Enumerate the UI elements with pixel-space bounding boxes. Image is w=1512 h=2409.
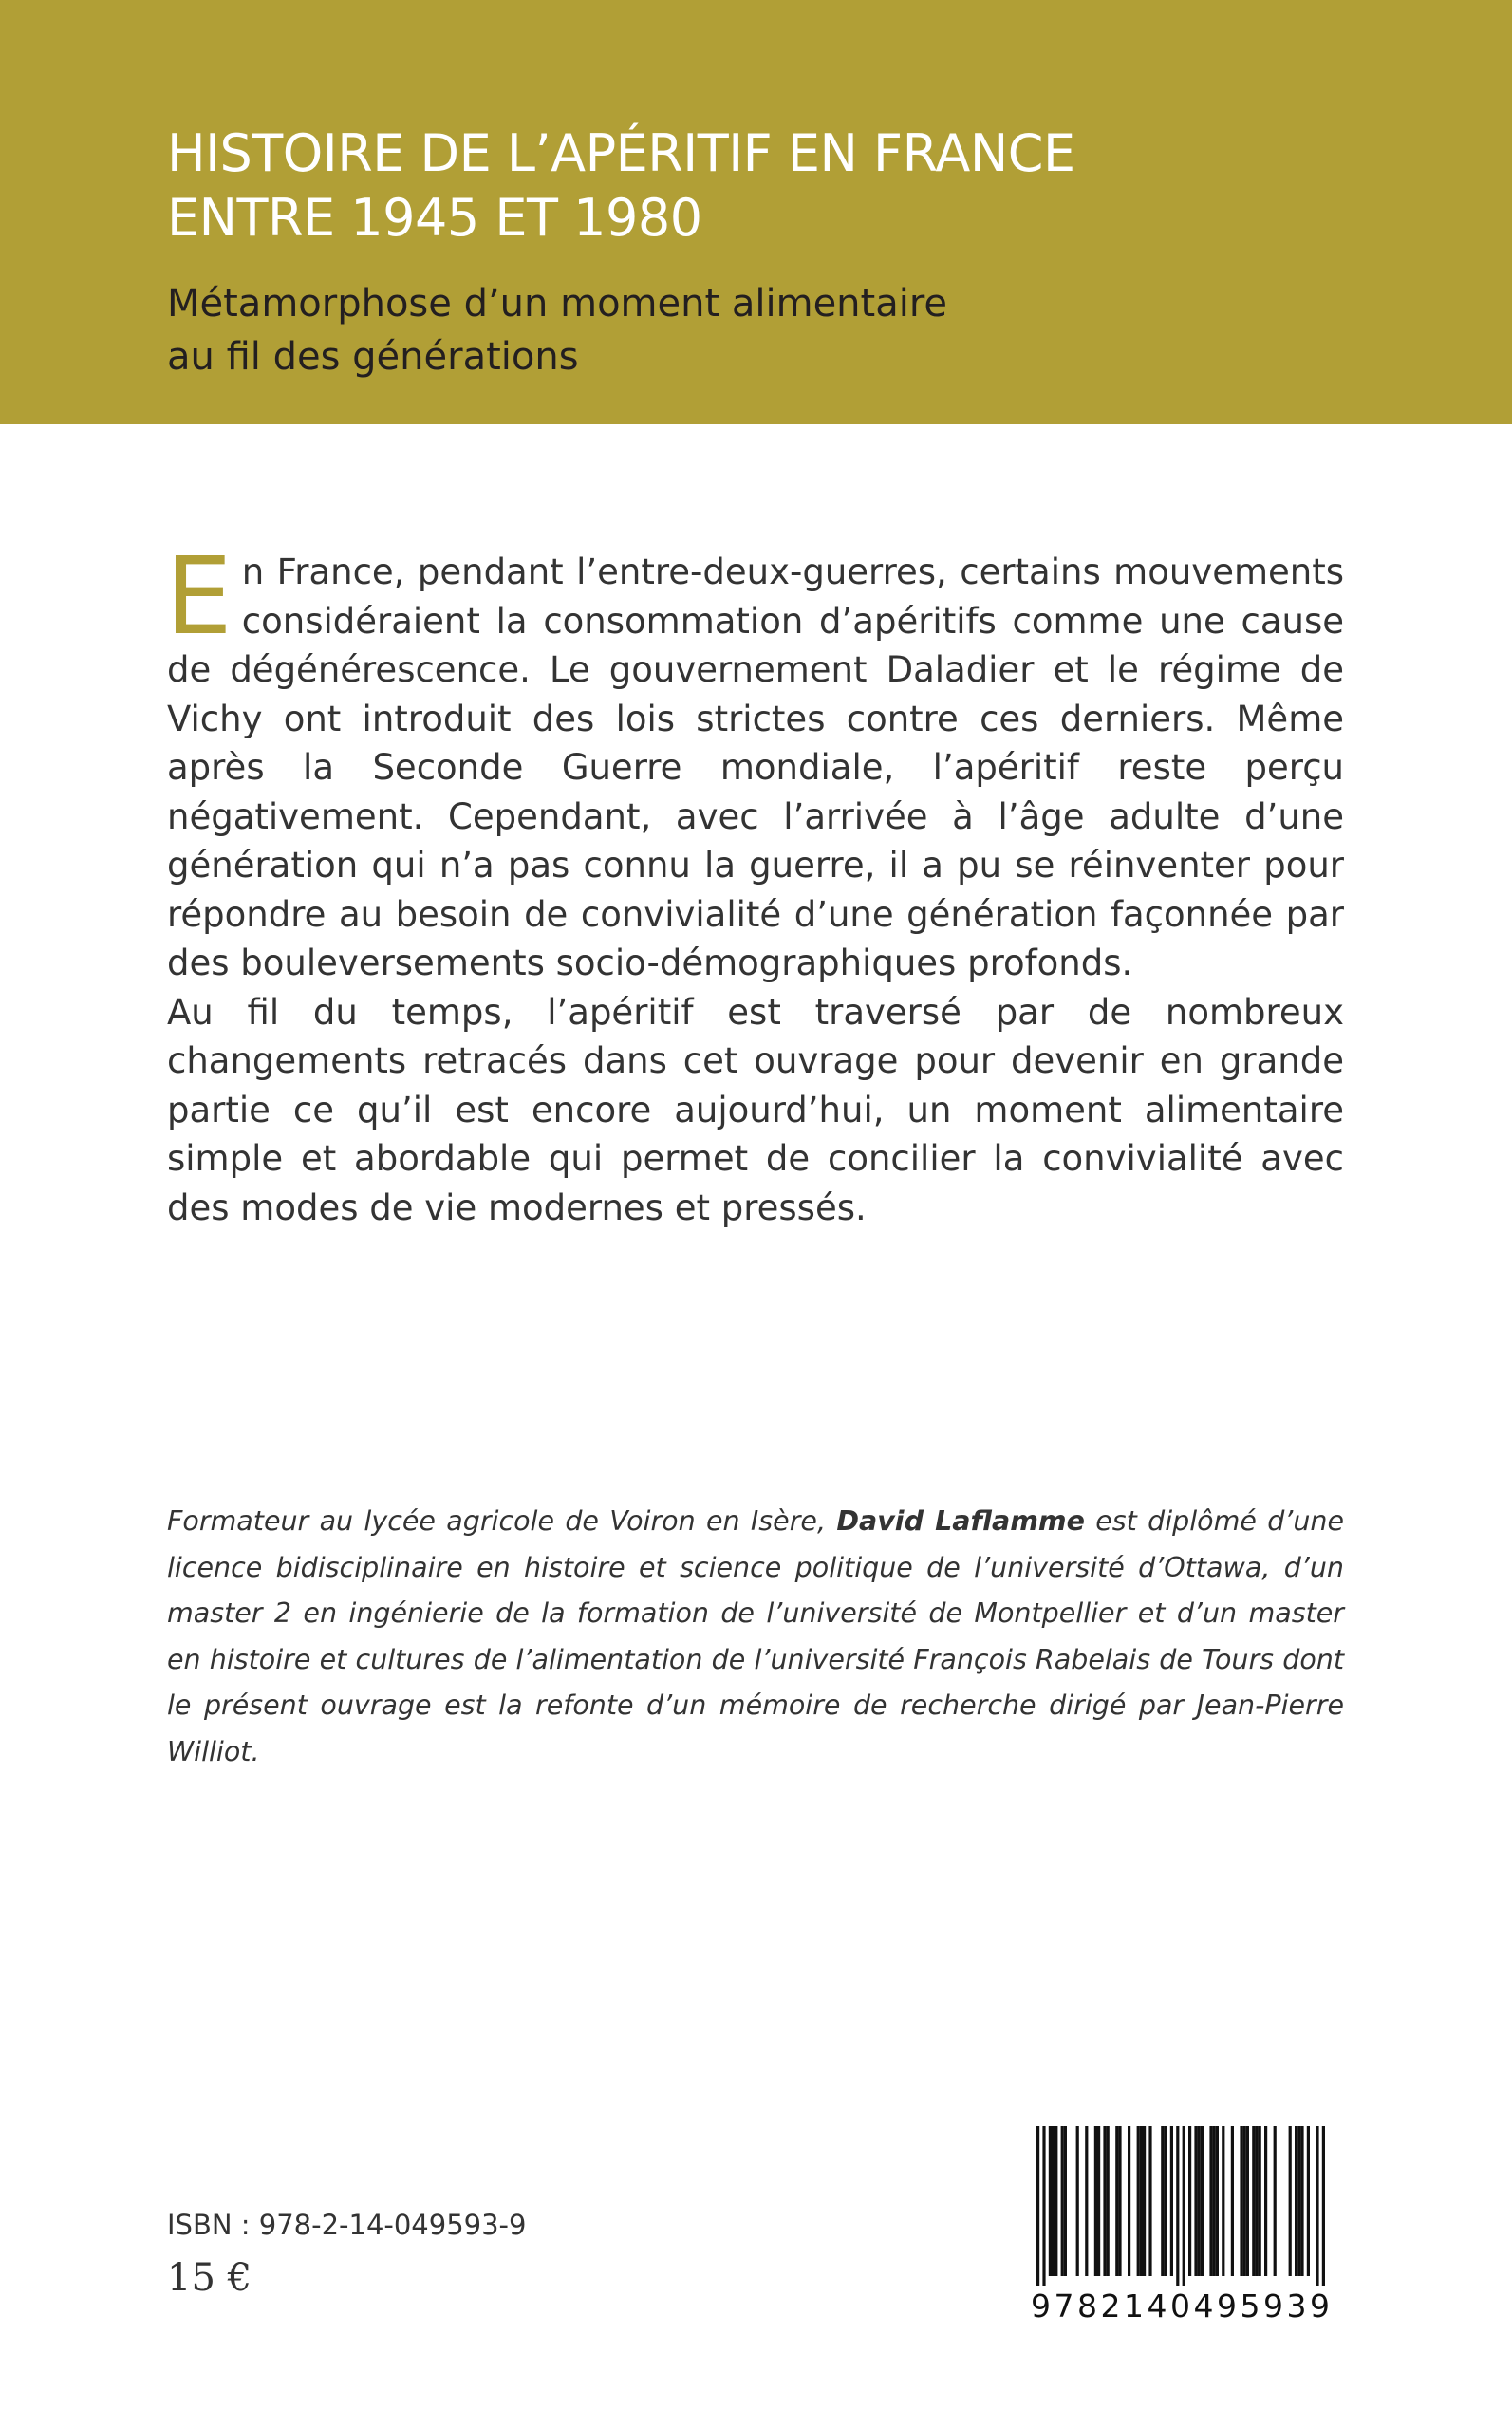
isbn-label: ISBN : 978-2-14-049593-9 (167, 2209, 527, 2241)
barcode-bar (1161, 2126, 1164, 2276)
barcode-bar (1259, 2126, 1261, 2276)
barcode-bar (1164, 2126, 1167, 2276)
author-bio-details: est diplômé d’une licence bidisciplinaire en histoire et science politique de l’université d’Ottawa, d’un master 2 en ingénierie de la formation de l’université de Montpellier et d’un master en histoire et cultures de l’alimentation de l’université François Rabelais de Tours dont le présent ouvrage est la refonte d’un mémoire de recherche dirigé par Jean-Pierre Williot. (167, 1505, 1345, 1767)
author-name: David Laflamme (836, 1505, 1085, 1537)
barcode-bar (1255, 2126, 1258, 2276)
barcode-bar (1055, 2126, 1057, 2276)
barcode-bar (1107, 2126, 1110, 2276)
barcode-bar (1209, 2126, 1212, 2276)
barcode-bar (1213, 2126, 1216, 2276)
barcode-bar (1143, 2126, 1146, 2276)
barcode-bar (1297, 2126, 1300, 2276)
summary-paragraph-1 (165, 535, 1344, 988)
book-title-line-1: HISTOIRE DE L’APÉRITIF EN FRANCE (167, 123, 1075, 183)
barcode-bar (1289, 2126, 1292, 2276)
barcode-bar (1176, 2126, 1179, 2286)
barcode-bar (1094, 2126, 1097, 2276)
summary-paragraph-2: Au fil du temps, l’apéritif est traversé par de nombreux changements retracés dans cet ouvrage pour devenir en grande partie ce qu’il est encore aujourd’hui, un moment alimentaire simple et abordable qui permet de concilier la convivialité avec des modes de vie modernes et pressés. (167, 991, 1344, 1228)
barcode-bar (1183, 2126, 1185, 2286)
barcode-bar (1216, 2126, 1219, 2276)
author-bio-intro: Formateur au lycée agricole de Voiron en Isère, (167, 1505, 837, 1537)
barcode-bar (1300, 2126, 1303, 2276)
barcode-bar (1118, 2126, 1121, 2276)
barcode-bar (1064, 2126, 1067, 2276)
barcode-bars (1031, 2126, 1343, 2286)
author-bio (167, 1499, 1344, 1775)
drop-cap: E (165, 535, 233, 659)
summary-text (165, 535, 1344, 1232)
barcode-bar (1036, 2126, 1039, 2286)
book-subtitle (167, 277, 1401, 383)
barcode-bar (1049, 2126, 1052, 2276)
barcode-bar (1137, 2126, 1140, 2276)
barcode-bar (1115, 2126, 1118, 2276)
barcode-bar (1264, 2126, 1267, 2276)
barcode-bar (1274, 2126, 1277, 2276)
book-subtitle-line-2: au fil des générations (167, 335, 579, 379)
barcode-bar (1231, 2126, 1234, 2276)
barcode-bar (1148, 2126, 1151, 2276)
barcode-bar (1052, 2126, 1055, 2276)
barcode-bar (1240, 2126, 1242, 2276)
barcode-bar (1140, 2126, 1143, 2276)
barcode-bar (1201, 2126, 1204, 2276)
barcode-bar (1322, 2126, 1325, 2286)
barcode-bar (1198, 2126, 1201, 2276)
book-subtitle-line-1: Métamorphose d’un moment alimentaire (167, 282, 948, 326)
summary-paragraph-1-text: n France, pendant l’entre-deux-guerres, certains mouvements considéraient la consommation d’apéritifs comme une cause de dégénérescence. Le gouvernement Daladier et le régime de Vichy ont introduit des lois strictes contre ces derniers. Même après la Seconde Guerre mondiale, l’apéritif reste perçu négativement. Cependant, avec l’arrivée à l’âge adulte d’une génération qui n’a pas connu la guerre, il a pu se réinventer pour répondre au besoin de convivialité d’une génération façonnée par des bouleversements socio-démographiques profonds. (167, 551, 1344, 983)
barcode-digits: 9782140495939 (1031, 2288, 1334, 2325)
book-title (167, 121, 1401, 251)
barcode-bar (1316, 2126, 1318, 2286)
header-band (0, 0, 1512, 424)
barcode-bar (1307, 2126, 1310, 2276)
barcode-bar (1076, 2126, 1079, 2276)
barcode-bar (1295, 2126, 1297, 2276)
barcode-bar (1170, 2126, 1173, 2276)
barcode-bar (1128, 2126, 1130, 2276)
barcode-bar (1061, 2126, 1064, 2276)
barcode-bar (1246, 2126, 1249, 2276)
barcode-bar (1188, 2126, 1191, 2276)
barcode-bar (1103, 2126, 1106, 2276)
barcode-bar (1097, 2126, 1100, 2276)
barcode-bar (1222, 2126, 1224, 2276)
book-title-line-2: ENTRE 1945 ET 1980 (167, 188, 702, 248)
barcode-bar (1085, 2126, 1088, 2276)
price-label: 15 € (167, 2256, 252, 2300)
barcode-bar (1042, 2126, 1045, 2286)
barcode-bar (1194, 2126, 1197, 2276)
barcode-bar (1243, 2126, 1246, 2276)
barcode-bar (1252, 2126, 1255, 2276)
